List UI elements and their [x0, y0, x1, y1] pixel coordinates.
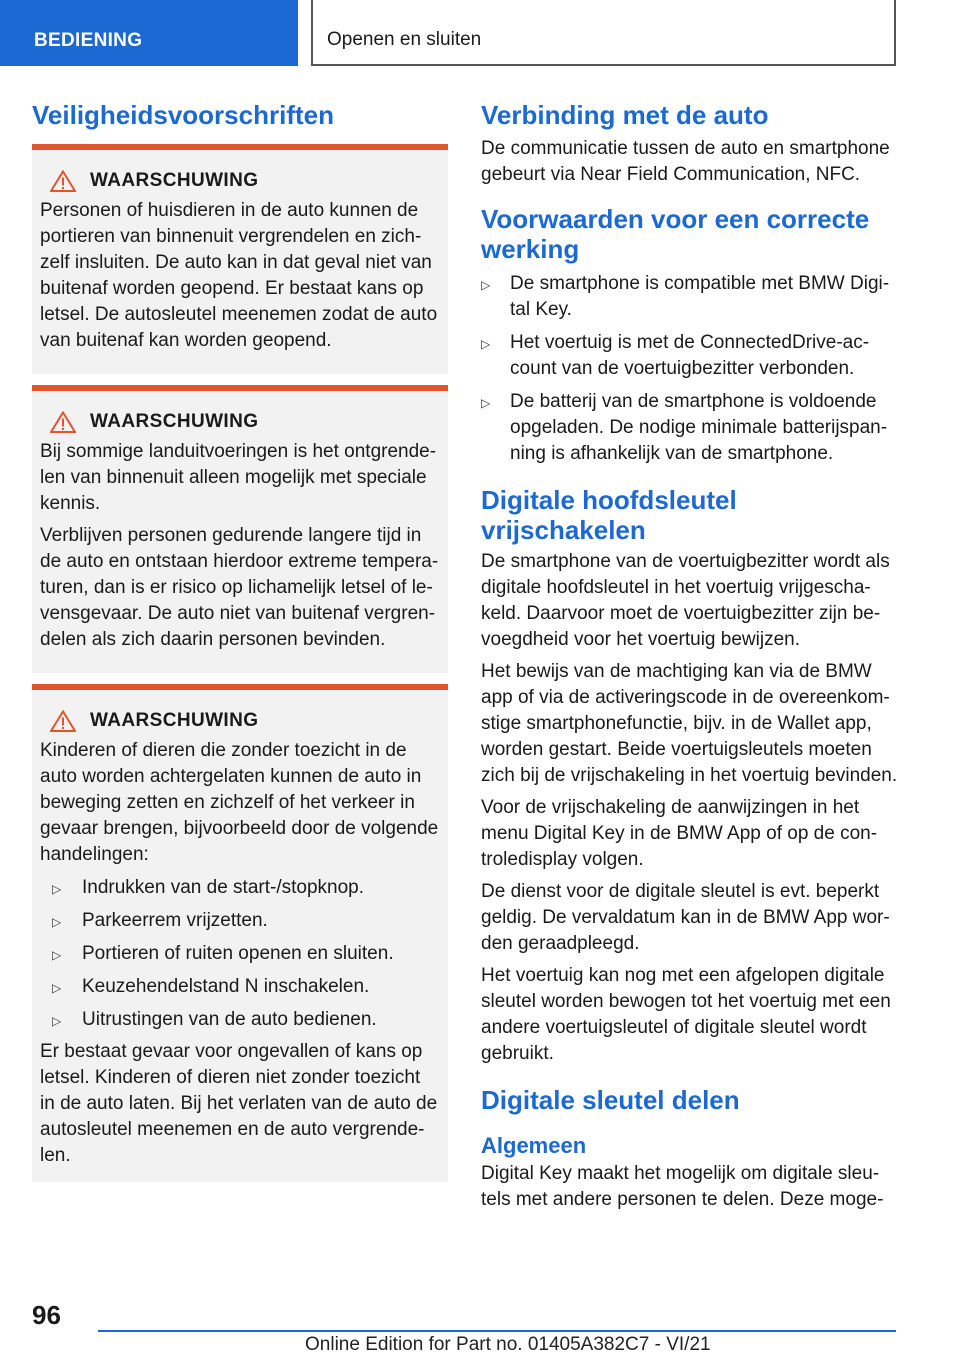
body-text: Het voertuig kan nog met een afgelopen digitale sleutel worden bewogen tot het voertuig met een andere voertuigsleutel of digitale sleutel wordt gebruikt. [481, 965, 891, 1064]
triangle-bullet-icon: ▷ [52, 915, 62, 929]
page-number: 96 [32, 1300, 61, 1330]
warning-text: Personen of huisdieren in de auto kunnen de portieren van binnenuit vergrendelen en zichzelf insluiten. De auto kan in dat geval niet van buitenaf worden geopend. Er bestaat kans op letsel. De autosleutel meenemen zodat de auto van buitenaf kan worden geopend. [40, 200, 438, 351]
warning-text: Kinderen of dieren die zonder toezicht in de auto worden achtergelaten kunnen de auto in beweging zetten en zichzelf of het verkeer in gevaar brengen, bijvoorbeeld door de volgende handelingen: [40, 740, 439, 865]
warning-title: WAARSCHUWING [90, 411, 259, 432]
warning-title: WAARSCHUWING [90, 170, 259, 191]
edition-note: Online Edition for Part no. 01405A382C7 - VI/21 [305, 1334, 711, 1355]
list-item: ▷ De smartphone is compatible met BMW Digital Key. [481, 273, 890, 320]
section-title-requirements: Voorwaarden voor een correcte werking [481, 204, 870, 264]
warning-box-1 [32, 144, 448, 374]
list-item: ▷ Indrukken van de start-/stopknop. [40, 875, 440, 901]
warning-triangle-icon [50, 710, 76, 732]
warning-text: Verblijven personen gedurende langere tijd in de auto en ontstaan hierdoor extreme temperaturen, dan is er risico op lichamelijk letsel of levensgevaar. De auto niet van buitenaf vergrendelen als zich daarin personen bevinden. [40, 525, 439, 650]
list-item: ▷ Uitrustingen van de auto bedienen. [40, 1007, 440, 1033]
body-text: Voor de vrijschakeling de aanwijzingen in het menu Digital Key in de BMW App of op de controledisplay volgen. [481, 797, 878, 870]
triangle-bullet-icon: ▷ [52, 1014, 62, 1028]
list-item: ▷ Portieren of ruiten openen en sluiten. [40, 941, 440, 967]
triangle-bullet-icon: ▷ [481, 278, 491, 292]
body-text: Digital Key maakt het mogelijk om digitale sleutels met andere personen te delen. Deze moge- [481, 1163, 884, 1210]
body-text: Het bewijs van de machtiging kan via de BMW app of via de activeringscode in de overeenkomstige smartphonefunctie, bijv. in de Wallet app, worden gestart. Beide voertuigsleutels moeten zich bij de vrijschakeling in het voertuig bevinden. [481, 661, 898, 786]
page-header [0, 0, 960, 66]
warning-text: Bij sommige landuitvoeringen is het ontgrendelen van binnenuit alleen mogelijk met speciale kennis. [40, 441, 437, 514]
list-item: ▷ De batterij van de smartphone is voldoende opgeladen. De nodige minimale batterijspanning is afhankelijk van de smartphone. [481, 391, 888, 464]
subsection-title-general: Algemeen [481, 1133, 587, 1158]
section-tab: BEDIENING [0, 0, 298, 66]
warning-text: Er bestaat gevaar voor ongevallen of kans op letsel. Kinderen of dieren niet zonder toezicht in de auto laten. Bij het verlaten van de auto de autosleutel meenemen en de auto vergrendelen. [40, 1041, 438, 1166]
warning-box-3 [32, 684, 448, 1182]
warning-triangle-icon [50, 170, 76, 192]
triangle-bullet-icon: ▷ [52, 981, 62, 995]
body-text: De communicatie tussen de auto en smartphone gebeurt via Near Field Communication, NFC. [481, 138, 890, 185]
warning-triangle-icon [50, 411, 76, 433]
left-column [32, 100, 448, 1182]
footer-divider [98, 1330, 896, 1332]
list-item: ▷ Het voertuig is met de ConnectedDrive-account van de voertuigbezitter verbonden. [481, 332, 870, 379]
section-title-master-key: Digitale hoofdsleutel vrijschakelen [481, 485, 737, 545]
warning-title: WAARSCHUWING [90, 710, 259, 731]
body-text: De smartphone van de voertuigbezitter wordt als digitale hoofdsleutel in het voertuig vrijgeschakeld. Daarvoor moet de voertuigbezitter zijn bevoegdheid voor het voertuig bewijzen. [481, 551, 890, 650]
body-text: De dienst voor de digitale sleutel is evt. beperkt geldig. De vervaldatum kan in de BMW App worden geraadpleegd. [481, 881, 890, 954]
list-item: ▷ Keuzehendelstand N inschakelen. [40, 974, 440, 1000]
section-title-share-key: Digitale sleutel delen [481, 1085, 740, 1115]
requirements-list [481, 271, 899, 467]
triangle-bullet-icon: ▷ [481, 337, 491, 351]
chapter-title: Openen en sluiten [311, 0, 896, 66]
list-item: ▷ Parkeerrem vrijzetten. [40, 908, 440, 934]
warning-box-2 [32, 385, 448, 673]
right-column [481, 100, 899, 1213]
warning-list [40, 875, 440, 1033]
triangle-bullet-icon: ▷ [52, 882, 62, 896]
section-title-safety: Veiligheidsvoorschriften [32, 100, 334, 130]
section-title-connection: Verbinding met de auto [481, 100, 769, 130]
triangle-bullet-icon: ▷ [52, 948, 62, 962]
triangle-bullet-icon: ▷ [481, 396, 491, 410]
